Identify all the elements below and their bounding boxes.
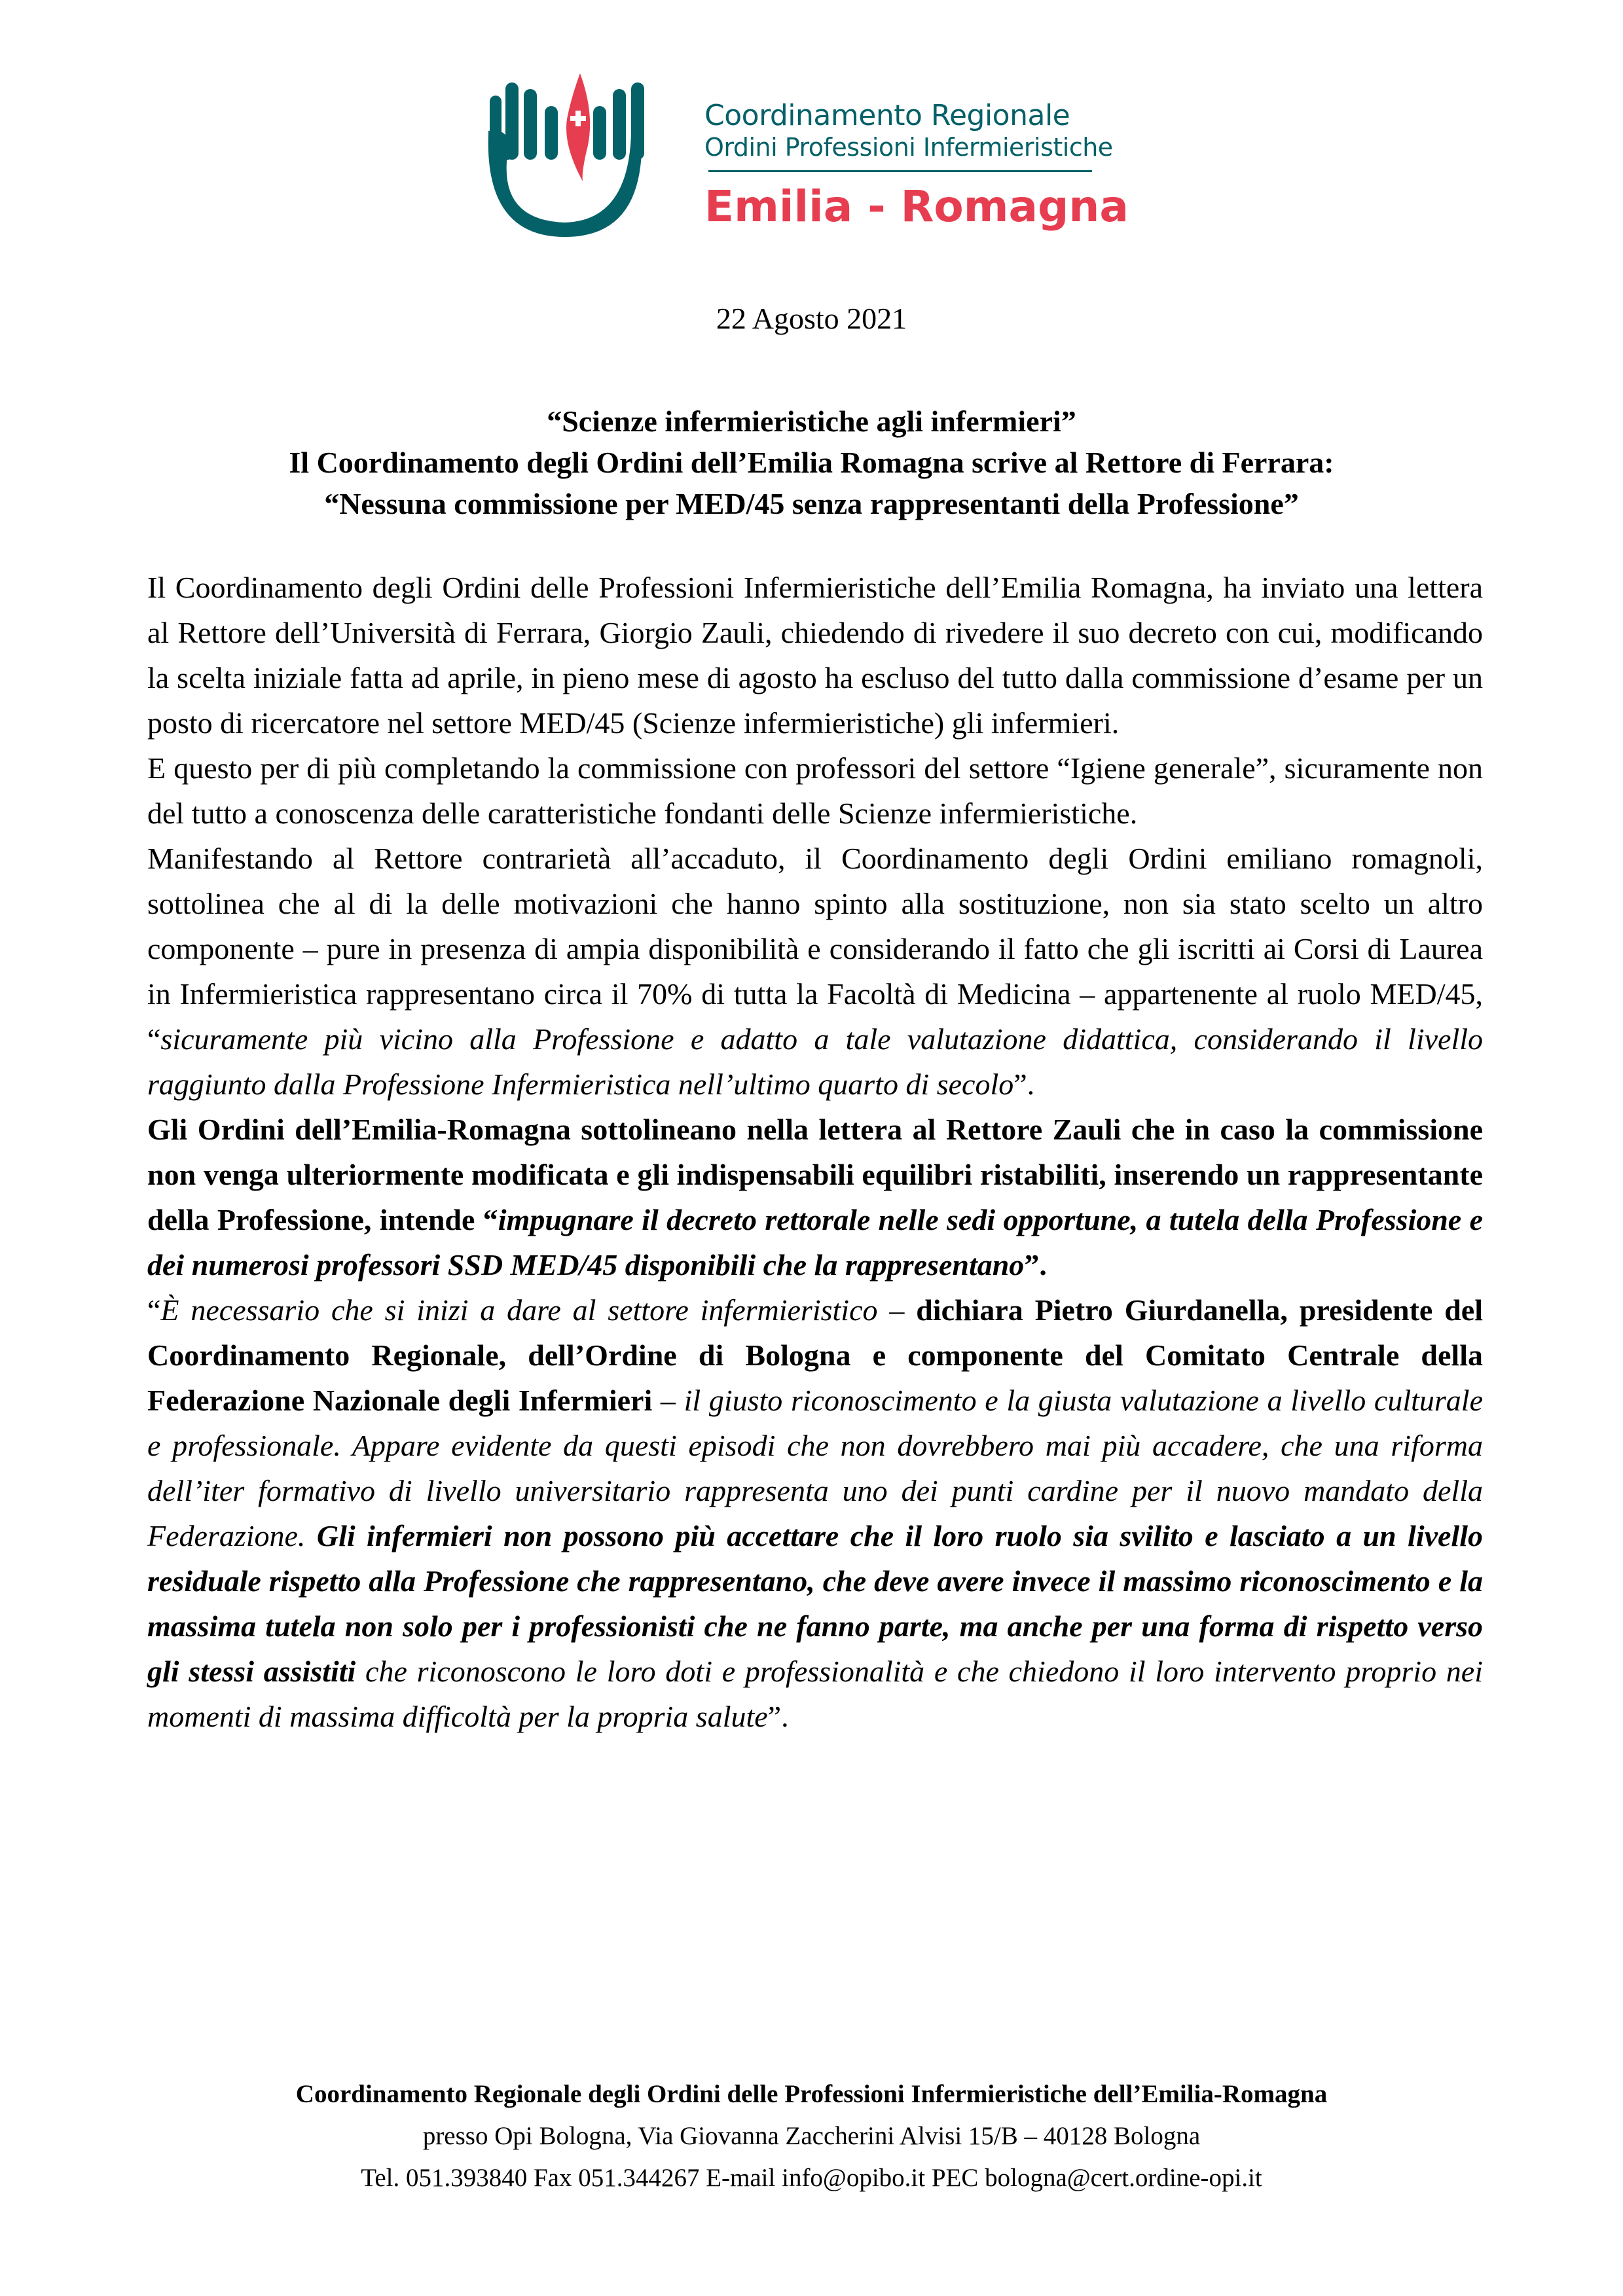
paragraph-2: E questo per di più completando la commissione con professori del settore “Igiene generale”, sicuramente non del tutto a conoscenza delle caratteristiche fondanti delle Scienze infermieristiche. xyxy=(147,751,1483,830)
paragraph-5-italic-3: che riconoscono le loro doti e professionalità e che chiedono il loro intervento proprio nei momenti di massima difficoltà per la propria salute xyxy=(147,1655,1483,1733)
paragraph-3 xyxy=(147,836,1483,1107)
paragraph-5-bold-italic: Gli infermieri non possono più accettare che il loro ruolo sia svilito e lasciato a un livello residuale rispetto alla Professione che rappresentano, che deve avere invece il massimo riconoscimento e la massima tutela non solo per i professionisti che ne fanno parte, ma anche per una forma di rispetto verso gli stessi assistiti xyxy=(147,1519,1483,1688)
paragraph-4-end: ”. xyxy=(1024,1248,1047,1282)
title-line-3: “Nessuna commissione per MED/45 senza rappresentanti della Professione” xyxy=(324,487,1299,520)
document-title xyxy=(0,401,1623,524)
logo-line-ordini: Ordini Professioni Infermieristiche xyxy=(704,133,1113,162)
paragraph-4 xyxy=(147,1107,1483,1287)
document-date: 22 Agosto 2021 xyxy=(716,302,907,335)
paragraph-5-end: ”. xyxy=(767,1700,789,1733)
paragraph-4-bold-italic: impugnare il decreto rettorale nelle sedi opportune, a tutela della Professione e dei numerosi professori SSD MED/45 disponibili che la rappresentano xyxy=(147,1203,1483,1282)
document-body xyxy=(147,565,1483,1739)
paragraph-5-dash-1: – xyxy=(877,1293,917,1327)
paragraph-5 xyxy=(147,1287,1483,1739)
paragraph-4-bold: Gli Ordini dell’Emilia-Romagna sottolineano nella lettera al Rettore Zauli che in caso la commissione non venga ulteriormente modificata e gli indispensabili equilibri ristabiliti, inserendo un rappresentante della Professione, intende “ xyxy=(147,1113,1483,1236)
paragraph-5-italic-1: È necessario che si inizi a dare al settore infermieristico xyxy=(160,1293,878,1327)
title-line-1: “Scienze infermieristiche agli infermieri” xyxy=(547,404,1076,438)
hands-flame-cross-icon xyxy=(483,73,647,241)
paragraph-3-text: Manifestando al Rettore contrarietà all’accaduto, il Coordinamento degli Ordini emiliano romagnoli, sottolinea che al di la delle motivazioni che hanno spinto alla sostituzione, non sia stato scelto un altro componente – pure in presenza di ampia disponibilità e considerando il fatto che gli iscritti ai Corsi di Laurea in Infermieristica rappresentano circa il 70% di tutta la Facoltà di Medicina – appartenente al ruolo MED/45, “ xyxy=(147,842,1483,1056)
paragraph-5-bold: dichiara Pietro Giurdanella, presidente del Coordinamento Regionale, dell’Ordine di Bologna e componente del Comitato Centrale della Federazione Nazionale degli Infermieri xyxy=(147,1293,1483,1417)
footer-address: presso Opi Bologna, Via Giovanna Zaccherini Alvisi 15/B – 40128 Bologna xyxy=(422,2122,1201,2150)
logo-line-region: Emilia - Romagna xyxy=(704,181,1129,232)
organization-logo xyxy=(483,73,1129,243)
paragraph-5-open: “ xyxy=(147,1293,161,1327)
logo-wordmark xyxy=(704,99,1129,232)
footer-contacts: Tel. 051.393840 Fax 051.344267 E-mail info@opibo.it PEC bologna@cert.ordine-opi.it xyxy=(361,2164,1262,2192)
logo-divider xyxy=(708,170,1092,172)
paragraph-5-dash-2: – xyxy=(652,1384,684,1417)
footer-organization: Coordinamento Regionale degli Ordini delle Professioni Infermieristiche dell’Emilia-Romagna xyxy=(295,2080,1328,2108)
paragraph-1: Il Coordinamento degli Ordini delle Professioni Infermieristiche dell’Emilia Romagna, ha inviato una lettera al Rettore dell’Università di Ferrara, Giorgio Zauli, chiedendo di rivedere il suo decreto con cui, modificando la scelta iniziale fatta ad aprile, in pieno mese di agosto ha escluso del tutto dalla commissione d’esame per un posto di ricercatore nel settore MED/45 (Scienze infermieristiche) gli infermieri. xyxy=(147,571,1483,740)
paragraph-5-italic-2: il giusto riconoscimento e la giusta valutazione a livello culturale e professionale. Appare evidente da questi episodi che non dovrebbero mai più accadere, che una riforma dell’iter formativo di livello universitario rappresenta uno dei punti cardine per il nuovo mandato della Federazione. xyxy=(147,1384,1484,1552)
paragraph-3-end: ”. xyxy=(1013,1067,1035,1101)
document-footer xyxy=(0,2073,1623,2199)
logo-line-coordinamento: Coordinamento Regionale xyxy=(704,99,1070,132)
paragraph-3-quote: sicuramente più vicino alla Professione e adatto a tale valutazione didattica, considerando il livello raggiunto dalla Professione Infermieristica nell’ultimo quarto di secolo xyxy=(147,1022,1483,1101)
title-line-2: Il Coordinamento degli Ordini dell’Emilia Romagna scrive al Rettore di Ferrara: xyxy=(289,446,1334,479)
